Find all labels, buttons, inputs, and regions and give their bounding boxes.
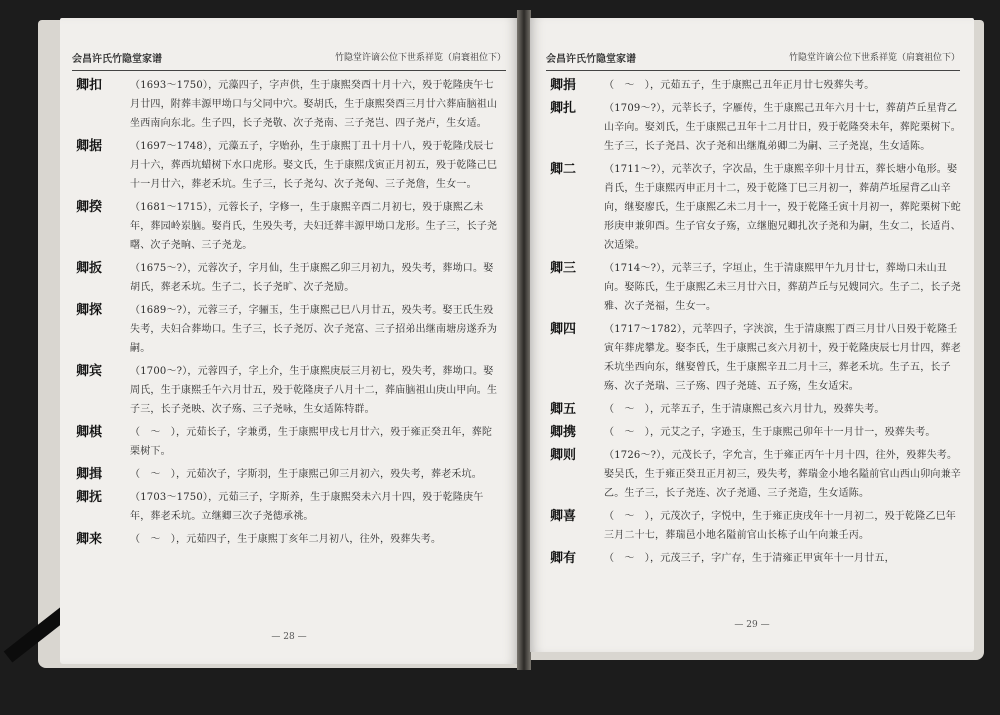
running-subtitle: 竹隐堂许谪公位下世系祥览（肩寰祖位下） xyxy=(788,53,960,63)
entry-text: （1675～?），元蓉次子，字月仙，生于康熙乙卯三月初九，殁失考，葬坳口。娶胡氏，葬老禾坑。生子二，长子尧旷、次子尧励。 xyxy=(130,263,494,293)
entry-name: 卿宾 xyxy=(76,364,103,379)
entry-name: 卿揖 xyxy=(76,467,103,482)
entry-name: 卿携 xyxy=(550,425,577,440)
running-subtitle: 竹隐堂许谪公位下世系祥览（肩寰祖位下） xyxy=(334,53,506,63)
book-gutter xyxy=(517,10,531,670)
entry-name: 卿抚 xyxy=(76,490,103,505)
genealogy-entry xyxy=(72,301,502,358)
entry-text: （1700～?），元蓉四子，字上介，生于康熙庚辰三月初七，殁失考，葬坳口。娶周氏，生于康熙壬午六月廿五，殁于乾隆庚子八月十二，葬庙脑祖山庚山甲向。生子三，长子尧映、次子殇、三子尧咏，生女适陈特群。 xyxy=(130,366,498,415)
entry-text: （ ～ ），元茂次子，字悦中，生于雍正庚戌年十一月初二，殁于乾隆乙巳年三月二十七，葬瑞邑小地名隘前官山长栋子山午向兼壬丙。 xyxy=(604,511,956,541)
genealogy-entry xyxy=(546,76,962,95)
header-rule xyxy=(546,70,960,71)
genealogy-entry xyxy=(72,488,502,526)
genealogy-entry xyxy=(72,530,502,549)
entry-name: 卿揆 xyxy=(76,200,103,215)
left-page xyxy=(60,18,518,664)
entry-text: （1689～?），元蓉三子，字骊玉，生于康熙己巳八月廿五，殁失考。娶王氏生殁失考，夫妇合葬坳口。生子三，长子尧厉、次子尧富、三子招弟出继南塘房遂乔为嗣。 xyxy=(130,305,498,354)
entry-text: （ ～ ），元艾之子，字逊玉，生于康熙己卯年十一月廿一，殁葬失考。 xyxy=(604,427,936,438)
entry-text: （ ～ ），元茹长子，字兼勇，生于康熙甲戌七月廿六，殁于雍正癸丑年，葬陀栗树下。 xyxy=(130,427,493,457)
entry-text: （1697～1748），元藻五子，字贻孙，生于康熙丁丑十月十八，殁于乾隆戊辰七月十六，葬西坑蜡树下水口虎形。娶文氏，生于康熙戊寅正月初五，殁于乾隆己巳十一月廿六，葬老禾坑。生子三，长子尧勾、次子尧匈、三子尧詹，生女一。 xyxy=(130,141,498,190)
entry-name: 卿扎 xyxy=(550,101,577,116)
entry-name: 卿来 xyxy=(76,532,103,547)
running-head xyxy=(72,50,506,66)
entry-name: 卿喜 xyxy=(550,509,577,524)
genealogy-entry xyxy=(546,99,962,156)
genealogy-entry xyxy=(546,423,962,442)
right-page xyxy=(530,18,974,652)
entry-name: 卿则 xyxy=(550,448,577,463)
entry-name: 卿扣 xyxy=(76,78,103,93)
genealogy-entry xyxy=(546,259,962,316)
entry-text: （ ～ ），元茂三子，字广存，生于清雍正甲寅年十一月廿五， xyxy=(604,553,895,564)
entry-name: 卿五 xyxy=(550,402,577,417)
entry-text: （1711～?），元莘次子，字次品，生于康熙辛卯十月廿五，葬长塘小龟形。娶肖氏，生于康熙丙申正月十二，殁于乾隆丁巳三月初一，葬葫芦坵屋背乙山辛向，继娶廖氏，生于康熙乙未二月十一，殁于乾隆壬寅十月初一，葬陀栗树下蛇形庚申兼卯酉。生子官女子殇，立继胞兄卿扎次子尧和为嗣，生女二，长适肖、次适梁。 xyxy=(604,164,961,251)
entry-text: （ ～ ），元茹五子，生于康熙己丑年正月廿七殁葬失考。 xyxy=(604,80,875,91)
entry-name: 卿捐 xyxy=(550,78,577,93)
entry-text: （1714～?），元莘三子，字垣止，生于清康熙甲午九月廿七，葬坳口未山丑向。娶陈氏，生于康熙乙未三月廿六日，葬葫芦丘与兄嫂同穴。生子二，长子尧雅、次子尧福，生女一。 xyxy=(604,263,961,312)
entry-name: 卿据 xyxy=(76,139,103,154)
entry-text: （1726～?），元茂长子，字允言，生于雍正丙午十月十四，往外，殁葬失考。娶吴氏，生于雍正癸丑正月初三，殁失考，葬瑞金小地名隘前官山西山卯向兼辛乙。生子三，长子尧连、次子尧通、三子尧造，生女适陈。 xyxy=(604,450,961,499)
page-number: — 28 — xyxy=(271,632,307,642)
genealogy-entry xyxy=(546,446,962,503)
genealogy-entry xyxy=(546,400,962,419)
entry-list xyxy=(546,76,962,572)
entry-text: （1693～1750），元藻四子，字声供，生于康熙癸酉十月十六，殁于乾隆庚午七月廿四，附葬丰源甲坳口与父同中穴。娶胡氏，生于康熙癸酉三月廿六葬庙脑祖山坐西南向东北。生子四，长子尧敬、次子尧南、三子尧岂、四子尧卢，生女适。 xyxy=(130,80,498,129)
entry-text: （1703～1750），元茹三子，字斯养，生于康熙癸未六月十四，殁于乾隆庚午年，葬老禾坑。立继卿三次子尧德承祧。 xyxy=(130,492,484,522)
entry-text: （ ～ ），元莘五子，生于清康熙己亥六月廿九，殁葬失考。 xyxy=(604,404,885,415)
header-rule xyxy=(72,70,506,71)
entry-name: 卿有 xyxy=(550,551,577,566)
entry-text: （ ～ ），元茹四子，生于康熙丁亥年二月初八，往外，殁葬失考。 xyxy=(130,534,442,545)
page-number: — 29 — xyxy=(734,620,770,630)
entry-list xyxy=(72,76,502,553)
entry-text: （1709～?），元莘长子，字雁传，生于康熙己丑年六月十七，葬葫芦丘星背乙山辛向。娶刘氏，生于康熙己丑年十二月廿日，殁于乾隆癸未年，葬陀栗树下。生子三，长子尧昌、次子尧和出继胤弟卿二为嗣、三子尧崑，生女适陈。 xyxy=(604,103,961,152)
entry-name: 卿探 xyxy=(76,303,103,318)
genealogy-entry xyxy=(546,549,962,568)
entry-name: 卿扳 xyxy=(76,261,103,276)
genealogy-entry xyxy=(72,362,502,419)
genealogy-entry xyxy=(546,507,962,545)
entry-name: 卿二 xyxy=(550,162,577,177)
entry-name: 卿棋 xyxy=(76,425,103,440)
entry-text: （1717～1782），元莘四子，字浃滨，生于清康熙丁酉三月廿八日殁于乾隆壬寅年葬虎攀龙。娶李氏，生于康熙己亥六月初十，殁于乾隆庚辰七月廿四，葬老禾坑坐西向东，继娶曾氏，生于康熙辛丑二月十三，葬老禾坑。生子五，长子殇、次子尧瑞、三子殇、四子尧琏、五子殇，生女适宋。 xyxy=(604,324,961,392)
genealogy-entry xyxy=(546,160,962,255)
entry-name: 卿四 xyxy=(550,322,577,337)
genealogy-entry xyxy=(72,198,502,255)
entry-text: （1681～1715），元蓉长子，字修一，生于康熙辛酉二月初七，殁于康熙乙未年，葬园岭岽脑。娶肖氏，生殁失考，夫妇迁葬丰源甲坳口龙形。生子三，长子尧曙、次子尧晌、三子尧龙。 xyxy=(130,202,498,251)
genealogy-entry xyxy=(546,320,962,396)
running-title: 会昌许氏竹隐堂家谱 xyxy=(72,54,162,65)
genealogy-entry xyxy=(72,76,502,133)
genealogy-entry xyxy=(72,137,502,194)
running-title: 会昌许氏竹隐堂家谱 xyxy=(546,54,636,65)
running-head xyxy=(546,50,960,66)
genealogy-entry xyxy=(72,465,502,484)
entry-text: （ ～ ），元茹次子，字斯羽，生于康熙己卯三月初六，殁失考，葬老禾坑。 xyxy=(130,469,482,480)
entry-name: 卿三 xyxy=(550,261,577,276)
genealogy-entry xyxy=(72,423,502,461)
genealogy-entry xyxy=(72,259,502,297)
